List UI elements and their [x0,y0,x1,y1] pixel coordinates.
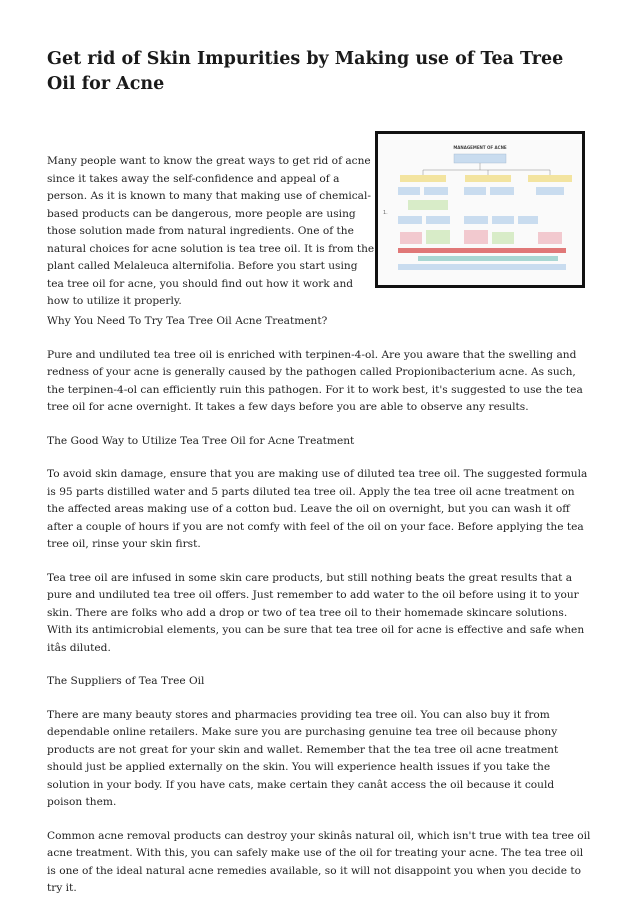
section-heading: The Suppliers of Tea Tree Oil [47,675,205,687]
diagram-severity-box [400,175,446,182]
body-paragraph: Pure and undiluted tea tree oil is enriched with terpinen-4-ol. Are you aware that the swelling and redness of your acne is generally caused by the pathogen called Propionibacterium acne. As such, the terpinen-4-ol can efficiently ruin this pathogen. For it to work best, it's suggested to use the tea tree oil for acne overnight. It takes a few days before you are able to observe any results. [47,348,583,413]
diagram-treatment-box [408,200,448,210]
body-paragraph: Common acne removal products can destroy your skinâs natural oil, which isn't true with tea tree oil acne treatment. With this, you can safely make use of the oil for treating your acne. The tea tree oil is one of the ideal natural acne remedies available, so it will not disappoint you when you decide to try it. [47,829,591,894]
diagram-severity-box [528,175,572,182]
diagram-treatment-box [492,232,514,244]
diagram-header-box [454,154,506,163]
section-heading: The Good Way to Utilize Tea Tree Oil for Acne Treatment [47,434,355,447]
body-paragraph: There are many beauty stores and pharmacies providing tea tree oil. You can also buy it from dependable online retailers. Make sure you are purchasing genuine tea tree oil because phony products are not great for your skin and wallet. Remember that the tea tree oil acne treatment should just be applied externally on the skin. You will experience health issues if you take the solution in your body. If you have cats, make certain they canât access the oil because it could poison them. [47,708,559,808]
diagram-side-marker: 1. [383,210,388,216]
body-paragraph: To avoid skin damage, ensure that you are making use of diluted tea tree oil. The suggested formula is 95 parts distilled water and 5 parts diluted tea tree oil. Apply the tea tree oil acne treatment on the affected areas making use of a cotton bud. Leave the oil on overnight, but you can wash it off after a couple of hours if you are not comfy with feel of the oil on your face. Before applying the tea tree oil, rinse your skin first. [47,468,588,550]
diagram-treatment-box [398,187,420,195]
diagram-svg [378,134,582,285]
diagram-bar-teal [418,256,558,261]
diagram-treatment-box [490,187,514,195]
diagram-treatment-box [426,230,450,244]
diagram-treatment-box [400,232,422,244]
diagram-treatment-box [464,216,488,224]
intro-paragraph: Many people want to know the great ways to get rid of acne since it takes away the self-confidence and appeal of a person. As it is known to many that making use of chemical-based products can be dangerous, more people are using those solution made from natural ingredients. One of the natural choices for acne solution is tea tree oil. It is from the plant called Melaleuca alternifolia. Before you start using tea tree oil for acne, you should find out how it work and how to utilize it properly. [47,155,375,307]
diagram-treatment-box [464,187,486,195]
diagram-treatment-box [538,232,562,244]
article-body [47,313,592,914]
diagram-treatment-box [426,216,450,224]
diagram-treatment-box [398,216,422,224]
diagram-bar-blue [398,264,566,270]
diagram-treatment-box [536,187,564,195]
diagram-treatment-box [492,216,514,224]
diagram-canvas [378,134,582,285]
diagram-title: MANAGEMENT OF ACNE [453,145,507,150]
acne-management-diagram [375,131,585,288]
body-paragraph: Tea tree oil are infused in some skin care products, but still nothing beats the great results that a pure and undiluted tea tree oil offers. Just remember to add water to the oil before using it to your skin. There are folks who add a drop or two of tea tree oil to their homemade skincare solutions. With its antimicrobial elements, you can be sure that tea tree oil for acne is effective and safe when itâs diluted. [47,571,585,654]
diagram-treatment-box [464,230,488,244]
section-heading: Why You Need To Try Tea Tree Oil Acne Treatment? [47,315,328,327]
diagram-treatment-box [518,216,538,224]
document-title: Get rid of Skin Impurities by Making use of Tea Tree Oil for Acne [47,49,564,94]
diagram-bar-red [398,248,566,253]
diagram-treatment-box [424,187,448,195]
diagram-severity-box [465,175,511,182]
